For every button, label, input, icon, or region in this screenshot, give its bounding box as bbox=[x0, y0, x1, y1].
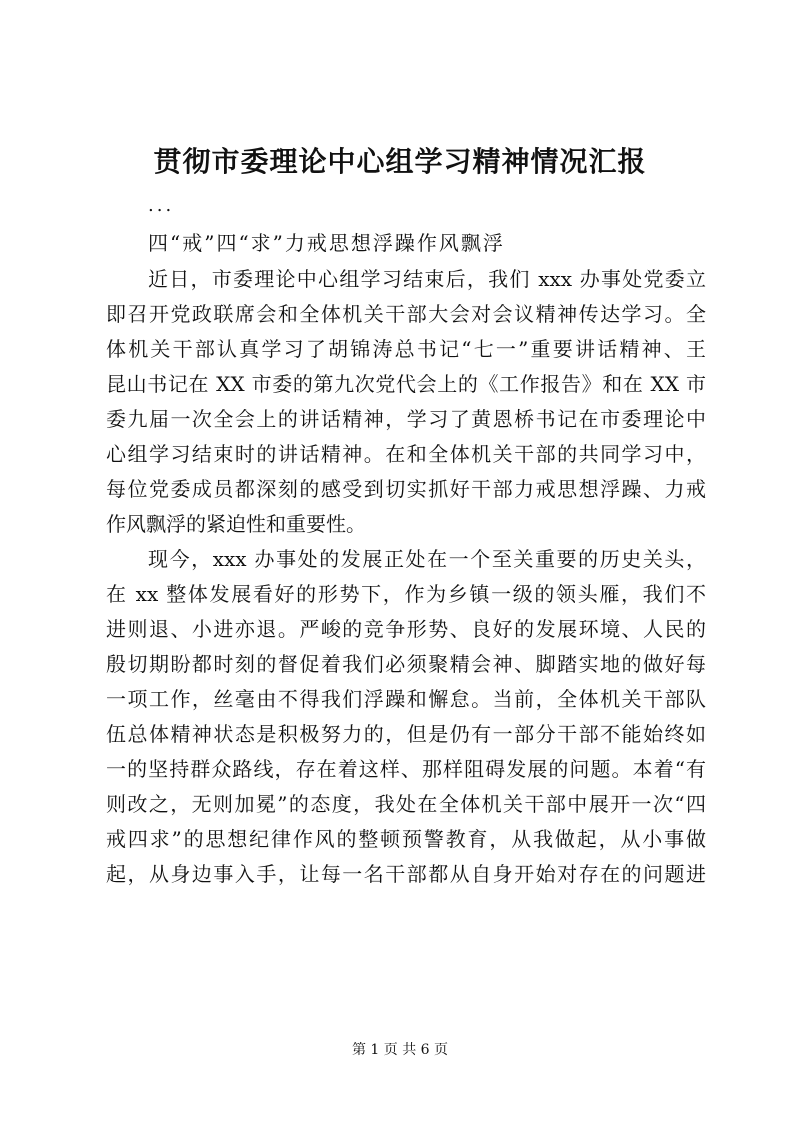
text-line: 昆山书记在 XX 市委的第九次党代会上的《工作报告》和在 XX 市 bbox=[106, 372, 706, 396]
text-line: 戒四求”的思想纪律作风的整顿预警教育，从我做起，从小事做 bbox=[106, 827, 706, 851]
document-subtitle: 四“戒”四“求”力戒思想浮躁作风飘浮 bbox=[148, 231, 505, 255]
text-line: 一项工作，丝毫由不得我们浮躁和懈怠。当前，全体机关干部队 bbox=[106, 687, 706, 711]
paragraph-2 bbox=[106, 542, 706, 892]
text-line: 在 xx 整体发展看好的形势下，作为乡镇一级的领头雁，我们不 bbox=[106, 582, 706, 606]
text-line: 即召开党政联席会和全体机关干部大会对会议精神传达学习。全 bbox=[106, 302, 706, 326]
ellipsis-marker: ... bbox=[148, 195, 175, 216]
text-line: 心组学习结束时的讲话精神。在和全体机关干部的共同学习中， bbox=[106, 442, 706, 466]
text-line: 每位党委成员都深刻的感受到切实抓好干部力戒思想浮躁、力戒 bbox=[106, 477, 706, 501]
paragraph-1 bbox=[106, 262, 706, 542]
text-line: 起，从身边事入手，让每一名干部都从自身开始对存在的问题进 bbox=[106, 862, 706, 886]
text-line: 作风飘浮的紧迫性和重要性。 bbox=[106, 512, 366, 536]
text-line: 伍总体精神状态是积极努力的，但是仍有一部分干部不能始终如 bbox=[106, 722, 706, 746]
text-line: 进则退、小进亦退。严峻的竞争形势、良好的发展环境、人民的 bbox=[106, 617, 706, 641]
document-title: 贯彻市委理论中心组学习精神情况汇报 bbox=[153, 145, 647, 178]
text-line: 体机关干部认真学习了胡锦涛总书记“七一”重要讲话精神、王 bbox=[106, 337, 706, 361]
text-line: 殷切期盼都时刻的督促着我们必须聚精会神、脚踏实地的做好每 bbox=[106, 652, 706, 676]
text-line: 则改之，无则加冕”的态度，我处在全体机关干部中展开一次“四 bbox=[106, 792, 706, 816]
text-line: 一的坚持群众路线，存在着这样、那样阻碍发展的问题。本着“有 bbox=[106, 757, 706, 781]
page-footer: 第 1 页 共 6 页 bbox=[351, 1042, 449, 1058]
text-line: 委九届一次全会上的讲话精神，学习了黄恩桥书记在市委理论中 bbox=[106, 407, 706, 431]
text-line: 近日，市委理论中心组学习结束后，我们 xxx 办事处党委立 bbox=[148, 267, 706, 291]
text-line: 现今，xxx 办事处的发展正处在一个至关重要的历史关头， bbox=[148, 547, 706, 571]
body-text bbox=[106, 262, 706, 892]
